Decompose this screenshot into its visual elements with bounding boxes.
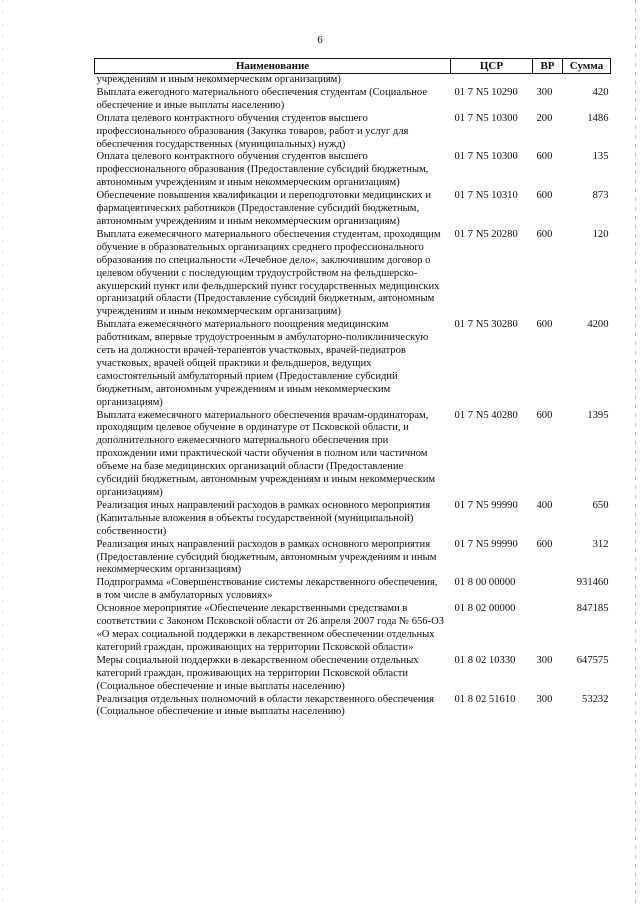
row-code: 01 8 02 10330 [454, 654, 516, 666]
row-name: Выплата ежемесячного материального обеспечения врачам-ординаторам, проходящим целевое обучение в ординатуре от Псковской области, и дополнительного ежемесячного материального обеспечения при прохождении ими практической части обучения в полном или частичном объеме на базе медицинских организаций области (Предоставление субсидий бюджетным, автономным учреждениям и иным некоммерческим организациям) [96, 409, 436, 498]
row-code: 01 7 N5 99990 [454, 538, 518, 550]
row-sum: 1486 [587, 112, 609, 124]
row-vr: 300 [536, 86, 553, 98]
table-row [95, 410, 611, 500]
row-vr: 600 [536, 228, 553, 240]
row-vr [533, 74, 563, 87]
table-row [95, 500, 611, 539]
row-vr [533, 603, 563, 655]
row-sum: 135 [592, 151, 609, 163]
row-code: 01 7 N5 10300 [454, 112, 518, 124]
row-name: Реализация иных направлений расходов в рамках основного мероприятия (Капитальные вложения в объекты государственной (муниципальной) собственности) [96, 499, 431, 537]
row-vr: 600 [536, 319, 553, 331]
table-row [95, 577, 611, 603]
row-code: 01 7 N5 99990 [454, 499, 518, 511]
row-sum: 53232 [582, 693, 609, 705]
header-code: ЦСР [451, 59, 533, 74]
row-vr: 300 [536, 693, 553, 705]
row-code: 01 7 N5 20280 [454, 228, 518, 240]
row-code: 01 7 N5 40280 [454, 409, 518, 421]
row-name: Оплата целевого контрактного обучения студентов высшего профессионального образования (Закупка товаров, работ и услуг для обеспечения государственных (муниципальных) нужд) [96, 112, 409, 150]
row-vr: 300 [536, 654, 553, 666]
budget-table [94, 58, 611, 719]
header-sum: Сумма [563, 59, 611, 74]
row-sum: 647575 [576, 654, 609, 666]
header-vr: ВР [533, 59, 563, 74]
row-vr [533, 577, 563, 603]
table-row [95, 603, 611, 655]
row-name: учреждениям и иным некоммерческим организациям) [96, 74, 341, 85]
row-code: 01 8 02 00000 [454, 603, 516, 615]
scan-edge-right [635, 0, 636, 905]
row-name: Реализация иных направлений расходов в рамках основного мероприятия (Предоставление субсидий бюджетным, автономным учреждениям и иным некоммерческим организациям) [96, 538, 437, 576]
table-row [95, 539, 611, 578]
row-vr: 600 [536, 538, 553, 550]
row-name: Меры социальной поддержки в лекарственном обеспечении отдельных категорий граждан, проживающих на территории Псковской области (Социальное обеспечение и иные выплаты населению) [96, 654, 419, 692]
row-name: Выплата ежемесячного материального поощрения медицинским работникам, впервые трудоустроенным в амбулаторно-поликлиническую сеть на должности врачей-терапевтов участковых, врачей-педиатров участковых, врачей общей практики и фельдшеров, ведущих самостоятельный амбулаторный прием (Предоставление субсидий бюджетным, автономным учреждениям и иным некоммерческим организациям) [96, 319, 429, 408]
table-row [95, 113, 611, 152]
row-sum: 420 [592, 86, 609, 98]
row-vr: 600 [536, 151, 553, 163]
row-name: Оплата целевого контрактного обучения студентов высшего профессионального образования (Предоставление субсидий бюджетным, автономным учреждениям и иным некоммерческим организациям) [96, 151, 429, 189]
table-row [95, 151, 611, 190]
row-sum: 120 [592, 228, 609, 240]
row-code: 01 8 00 00000 [454, 577, 516, 589]
table-row [95, 694, 611, 720]
row-name: Основное мероприятие «Обеспечение лекарственными средствами в соответствии с Законом Псковской области от 26 апреля 2007 года № 656-ОЗ «О мерах социальной поддержки в лекарственном обеспечении отдельных категорий граждан, проживающих на территории Псковской области» [96, 603, 445, 653]
row-sum [563, 74, 611, 87]
table-row [95, 74, 611, 87]
row-code: 01 7 N5 30280 [454, 319, 518, 331]
table-row [95, 87, 611, 113]
row-name: Подпрограмма «Совершенствование системы лекарственного обеспечения, в том числе в амбулаторных условиях» [96, 577, 438, 602]
row-name: Реализация отдельных полномочий в области лекарственного обеспечения (Социальное обеспечение и иные выплаты населению) [96, 693, 434, 718]
row-vr: 200 [536, 112, 553, 124]
table-header-row [95, 59, 611, 74]
table-row [95, 319, 611, 409]
row-vr: 600 [536, 409, 553, 421]
header-name: Наименование [95, 59, 451, 74]
table-row [95, 655, 611, 694]
table-row [95, 190, 611, 229]
row-code: 01 7 N5 10300 [454, 151, 518, 163]
row-sum: 1395 [587, 409, 609, 421]
row-name: Обеспечение повышения квалификации и переподготовки медицинских и фармацевтических работников (Предоставление субсидий бюджетным, автономным учреждениям и иным некоммерческим организациям) [96, 190, 432, 227]
row-vr: 600 [536, 190, 553, 202]
row-code: 01 7 N5 10310 [454, 190, 518, 202]
row-sum: 4200 [587, 319, 609, 331]
row-vr: 400 [536, 499, 553, 511]
row-code: 01 7 N5 10290 [454, 86, 518, 98]
row-sum: 873 [592, 190, 609, 202]
row-sum: 931460 [576, 577, 609, 589]
row-code [451, 74, 533, 87]
row-name: Выплата ежемесячного материального обеспечения студентам, проходящим обучение в образовательных организациях среднего профессионального образования по специальности «Лечебное дело», заключившим договор о целевом обучении с последующим трудоустройством на фельдшерско-акушерский пункт или фельдшерский пункт государственных медицинских организаций области (Предоставление субсидий бюджетным, автономным учреждениям и иным некоммерческим организациям) [96, 228, 441, 318]
page-number: 6 [317, 34, 323, 46]
table-row [95, 229, 611, 319]
row-sum: 650 [592, 499, 609, 511]
row-sum: 312 [592, 538, 609, 550]
row-sum: 847185 [576, 603, 609, 615]
scan-edge-left [2, 0, 3, 905]
row-name: Выплата ежегодного материального обеспечения студентам (Социальное обеспечение и иные выплаты населению) [96, 86, 428, 111]
row-code: 01 8 02 51610 [454, 693, 516, 705]
